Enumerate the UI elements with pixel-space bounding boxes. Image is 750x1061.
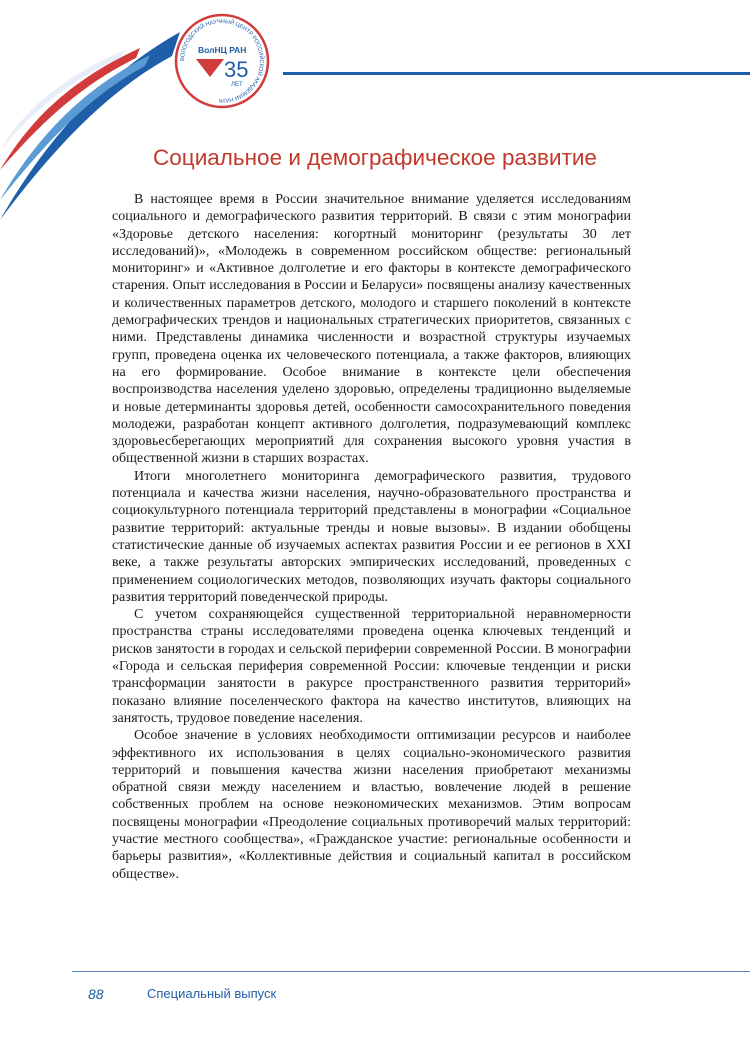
logo-years-number: 35	[224, 57, 249, 82]
journal-issue-label: Специальный выпуск	[147, 986, 277, 1001]
logo-ring-text: ВОЛОГОДСКИЙ НАУЧНЫЙ ЦЕНТР РОССИЙСКОЙ АКАДЕМИИ НАУК	[179, 18, 265, 104]
logo-years-label: ЛЕТ	[231, 82, 243, 88]
header-rule	[283, 72, 750, 75]
footer-rule	[72, 971, 750, 972]
paragraph: С учетом сохраняющейся существенной территориальной неравномерности пространства страны исследователями проведена оценка ключевых тенденций и рисков занятости в городах и сельской периферии современной России. В монографии «Города и сельская периферия современной России: ключевые тенденции и риски трансформации занятости в ракурсе пространственного развития территорий» показано влияние поселенческого фактора на качество институтов, влияющих на занятость, трудовое поведение населения.	[112, 607, 631, 726]
logo-abbreviation: ВолНЦ РАН	[198, 45, 247, 55]
page-number: 88	[88, 986, 104, 1002]
paragraph: Итоги многолетнего мониторинга демографического развития, трудового потенциала и качества жизни населения, научно-образовательного пространства и социокультурного потенциала территорий представлены в монографии «Социальное развитие территорий: актуальные тренды и новые вызовы». В издании обобщены статистические данные об изучаемых аспектах развития России и ее регионов в XXI веке, а также результаты авторских эмпирических исследований, проведенных с применением социологических методов, позволяющих изучать факторы социального развития территорий поведенческой природы.	[112, 468, 631, 605]
article-body	[112, 191, 631, 883]
paragraph: Особое значение в условиях необходимости оптимизации ресурсов и наиболее эффективного их использования в целях социально-экономического развития территорий и повышения качества жизни населения приобретают механизмы обратной связи между населением и властью, вовлечение людей в решение собственных проблем на основе неэкономических механизмов. Этим вопросам посвящены монографии «Преодоление социальных противоречий малых территорий: участие местного сообщества», «Гражданское участие: региональные особенности и барьеры развития», «Коллективные действия и социальный капитал в российском обществе».	[112, 728, 631, 882]
paragraph: В настоящее время в России значительное внимание уделяется исследованиям социального и демографического развития территорий. В связи с этим монографии «Здоровье детского населения: когортный мониторинг (результаты 30 лет исследований)», «Молодежь в современном российском обществе: региональный мониторинг» и «Активное долголетие и его факторы в контексте демографического старения. Опыт исследования в России и Беларуси» посвящены анализу качественных и количественных параметров детского, молодого и старшего поколений в контексте демографических трендов и национальных стратегических приоритетов, связанных с ними. Представлены динамика численности и возрастной структуры изучаемых групп, проведена оценка их человеческого потенциала, а также факторов, влияющих на его формирование. Особое внимание в контексте цели обеспечения воспроизводства населения уделено здоровью, определены традиционно выделяемые и новые детерминанты здоровья детей, особенности самосохранительного поведения молодежи, разработан концепт активного долголетия, подразумевающий комплекс здоровьесберегающих мероприятий для сохранения высокого уровня участия в общественной жизни в старших возрастах.	[112, 192, 631, 467]
vncran-anniversary-logo	[172, 11, 272, 111]
section-title: Социальное и демографическое развитие	[153, 145, 597, 170]
